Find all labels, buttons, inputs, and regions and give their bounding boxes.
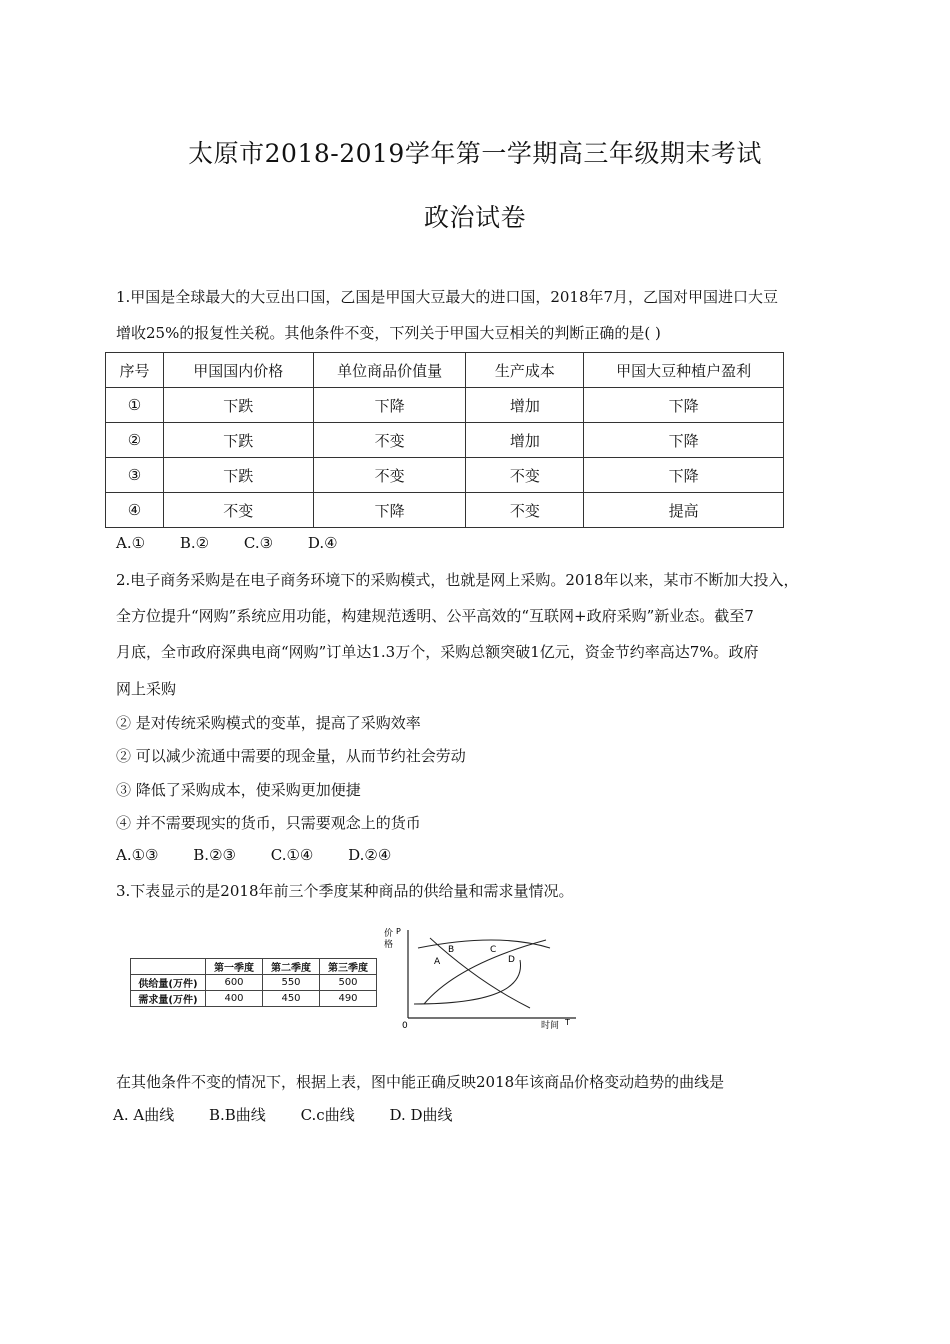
option-b: B.B曲线 xyxy=(208,1106,266,1124)
curve-b xyxy=(430,938,530,1008)
table-cell: 不变 xyxy=(163,493,313,528)
table-cell: 下降 xyxy=(584,388,784,423)
y-axis-letter: P xyxy=(396,927,401,936)
header-cell: 第二季度 xyxy=(263,959,320,975)
q2-options xyxy=(116,846,421,864)
table-row xyxy=(131,975,377,991)
q2-text-line3: 月底，全市政府深典电商“网购”订单达1.3万个，采购总额突破1亿元，资金节约率高达7%。政府 xyxy=(116,643,759,661)
option-b: B.② xyxy=(179,534,210,552)
table-row xyxy=(106,388,784,423)
table-cell: 490 xyxy=(320,991,377,1007)
q2-statement-1: ② 是对传统采购模式的变革，提高了采购效率 xyxy=(116,714,421,732)
x-axis-label: 时间 xyxy=(541,1021,560,1031)
q1-options xyxy=(116,534,368,552)
page-subtitle: 政治试卷 xyxy=(423,203,526,232)
table-cell: ④ xyxy=(106,493,164,528)
table-cell: 不变 xyxy=(466,493,584,528)
header-cell: 第三季度 xyxy=(320,959,377,975)
y-axis-label-bottom: 格 xyxy=(384,940,394,950)
option-a: A. A曲线 xyxy=(113,1106,175,1124)
table-cell: ③ xyxy=(106,458,164,493)
table-cell: 600 xyxy=(206,975,263,991)
option-a: A.①③ xyxy=(116,846,159,864)
table-cell: 不变 xyxy=(313,458,466,493)
q3-question: 在其他条件不变的情况下，根据上表，图中能正确反映2018年该商品价格变动趋势的曲线是 xyxy=(116,1073,725,1091)
curve-label-a: A xyxy=(434,957,441,967)
q2-statement-4: ④ 并不需要现实的货币，只需要观念上的货币 xyxy=(116,814,421,832)
row-label: 供给量(万件) xyxy=(131,975,206,991)
curve-label-c: C xyxy=(490,945,497,955)
option-c: C.①④ xyxy=(270,846,314,864)
header-cell: 生产成本 xyxy=(466,353,584,388)
table-cell: 下降 xyxy=(584,458,784,493)
option-b: B.②③ xyxy=(193,846,236,864)
table-header-row xyxy=(106,353,784,388)
q1-text-line2: 增收25%的报复性关税。其他条件不变，下列关于甲国大豆相关的判断正确的是( ) xyxy=(116,324,661,342)
page-title: 太原市2018-2019学年第一学期高三年级期末考试 xyxy=(188,139,762,168)
header-cell: 序号 xyxy=(106,353,164,388)
table-cell: ② xyxy=(106,423,164,458)
price-curve-graph xyxy=(378,922,588,1032)
table-header-row xyxy=(131,959,377,975)
option-c: C.c曲线 xyxy=(300,1106,355,1124)
table-row xyxy=(106,493,784,528)
table-cell: 下降 xyxy=(313,388,466,423)
q2-statement-2: ② 可以减少流通中需要的现金量，从而节约社会劳动 xyxy=(116,747,466,765)
q1-text-line1: 1.甲国是全球最大的大豆出口国，乙国是甲国大豆最大的进口国，2018年7月，乙国对甲国进口大豆 xyxy=(116,288,779,306)
table-cell: 增加 xyxy=(466,388,584,423)
table-cell: 下降 xyxy=(313,493,466,528)
table-cell: 下跌 xyxy=(163,458,313,493)
header-cell: 甲国国内价格 xyxy=(163,353,313,388)
origin-label: 0 xyxy=(402,1021,408,1031)
curve-a xyxy=(424,940,546,1004)
q2-text-line1: 2.电子商务采购是在电子商务环境下的采购模式，也就是网上采购。2018年以来，某市不断加大投入， xyxy=(116,571,799,589)
q1-table xyxy=(105,352,784,528)
header-cell xyxy=(131,959,206,975)
table-cell: 下降 xyxy=(584,423,784,458)
header-cell: 甲国大豆种植户盈利 xyxy=(584,353,784,388)
table-cell: 550 xyxy=(263,975,320,991)
option-c: C.③ xyxy=(243,534,274,552)
curve-label-d: D xyxy=(508,955,515,965)
table-cell: 500 xyxy=(320,975,377,991)
q2-text-line2: 全方位提升“网购”系统应用功能，构建规范透明、公平高效的“互联网+政府采购”新业态。截至7 xyxy=(116,607,754,625)
table-cell: 450 xyxy=(263,991,320,1007)
table-row xyxy=(131,991,377,1007)
option-a: A.① xyxy=(116,534,146,552)
table-cell: 400 xyxy=(206,991,263,1007)
curve-c xyxy=(418,940,550,948)
table-cell: 下跌 xyxy=(163,388,313,423)
table-row xyxy=(106,423,784,458)
y-axis-label-top: 价 xyxy=(384,929,394,939)
table-cell: 增加 xyxy=(466,423,584,458)
q3-options xyxy=(113,1104,483,1125)
option-d: D.②④ xyxy=(348,846,392,864)
table-cell: ① xyxy=(106,388,164,423)
option-d: D. D曲线 xyxy=(389,1106,453,1124)
x-axis-letter: T xyxy=(565,1018,570,1027)
q2-text-line4: 网上采购 xyxy=(116,680,177,698)
option-d: D.④ xyxy=(307,534,338,552)
table-row xyxy=(106,458,784,493)
row-label: 需求量(万件) xyxy=(131,991,206,1007)
q3-text: 3.下表显示的是2018年前三个季度某种商品的供给量和需求量情况。 xyxy=(116,882,574,900)
table-cell: 下跌 xyxy=(163,423,313,458)
q2-statement-3: ③ 降低了采购成本，使采购更加便捷 xyxy=(116,781,361,799)
q3-supply-demand-table xyxy=(130,958,377,1007)
table-cell: 提高 xyxy=(584,493,784,528)
header-cell: 第一季度 xyxy=(206,959,263,975)
header-cell: 单位商品价值量 xyxy=(313,353,466,388)
table-cell: 不变 xyxy=(466,458,584,493)
curve-label-b: B xyxy=(448,945,455,955)
table-cell: 不变 xyxy=(313,423,466,458)
